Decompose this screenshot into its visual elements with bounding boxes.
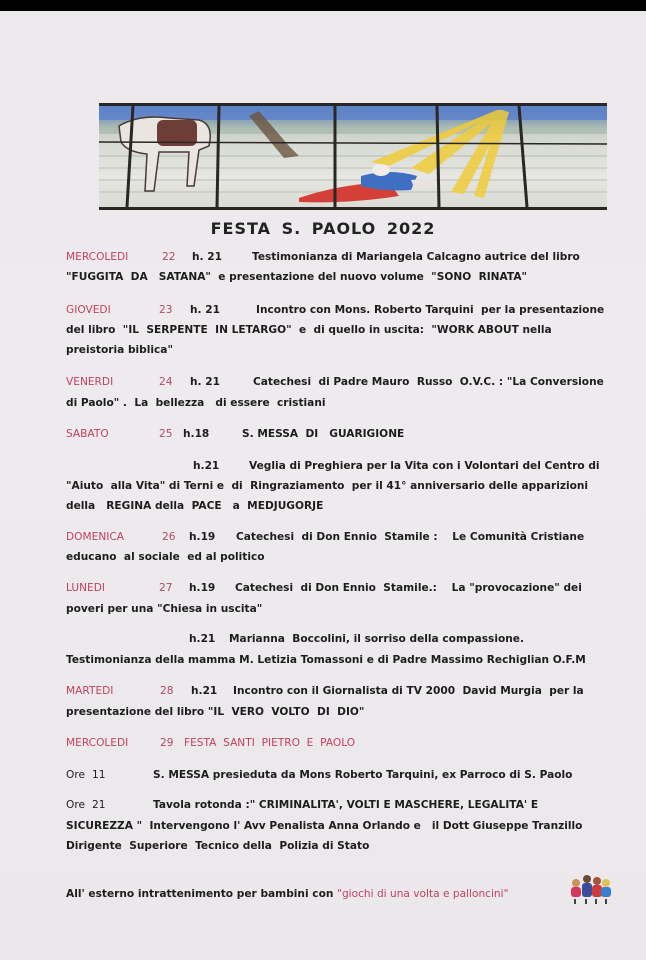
event-line: poveri per una "Chiesa in uscita": [66, 603, 263, 615]
event-date: 24: [159, 376, 173, 388]
event-date: 27: [159, 582, 173, 594]
event-description: Marianna Boccolini, il sorriso della compassione.: [229, 633, 524, 645]
children-group-icon: [566, 873, 614, 907]
event-description: Catechesi di Padre Mauro Russo O.V.C. : "La Conversione: [253, 376, 604, 388]
event-day: VENERDI: [66, 376, 114, 388]
event-description: S. MESSA presieduta da Mons Roberto Tarquini, ex Parroco di S. Paolo: [153, 769, 573, 781]
event-description: Incontro con il Giornalista di TV 2000 David Murgia per la: [233, 685, 584, 697]
event-time: h. 21: [190, 376, 220, 388]
event-time: h. 21: [192, 251, 222, 263]
footer-note: [66, 888, 636, 900]
event-description: Veglia di Preghiera per la Vita con i Volontari del Centro di: [249, 460, 600, 472]
event-date: 23: [159, 304, 173, 316]
event-description: S. MESSA DI GUARIGIONE: [242, 428, 405, 440]
footer-text: All' esterno intrattenimento per bambini con: [66, 888, 338, 900]
event-time: h.19: [189, 582, 216, 594]
event-day: LUNEDI: [66, 582, 106, 594]
event-description: Tavola rotonda :" CRIMINALITA', VOLTI E MASCHERE, LEGALITA' E: [153, 799, 539, 811]
event-day: DOMENICA: [66, 531, 125, 543]
event-description: Catechesi di Don Ennio Stamile : Le Comunità Cristiane: [236, 531, 585, 543]
event-date: 11: [92, 769, 106, 781]
event-day: Ore: [66, 769, 85, 781]
poster-title: FESTA S. PAOLO 2022: [210, 219, 436, 238]
event-day: Ore: [66, 799, 85, 811]
event-line: presentazione del libro "IL VERO VOLTO DI DIO": [66, 706, 365, 718]
event-date: 21: [92, 799, 106, 811]
event-description: FESTA SANTI PIETRO E PAOLO: [184, 737, 356, 749]
event-description: Testimonianza di Mariangela Calcagno autrice del libro: [252, 251, 580, 263]
event-description: Incontro con Mons. Roberto Tarquini per la presentazione: [256, 304, 605, 316]
event-line: "FUGGITA DA SATANA" e presentazione del nuovo volume "SONO RINATA": [66, 271, 528, 283]
event-line: del libro "IL SERPENTE IN LETARGO" e di quello in uscita: "WORK ABOUT nella: [66, 324, 552, 336]
event-line: educano al sociale ed al politico: [66, 551, 265, 563]
event-line: "Aiuto alla Vita" di Terni e di Ringraziamento per il 41° anniversario delle apparizioni: [66, 480, 589, 492]
event-date: 25: [159, 428, 173, 440]
event-date: 26: [162, 531, 176, 543]
event-day: MERCOLEDI: [66, 251, 129, 263]
event-description: Catechesi di Don Ennio Stamile.: La "provocazione" dei: [235, 582, 582, 594]
event-time: h. 21: [190, 304, 220, 316]
event-day: SABATO: [66, 428, 109, 440]
poster-paper: [0, 11, 646, 960]
event-line: Testimonianza della mamma M. Letizia Tomassoni e di Padre Massimo Rechiglian O.F.M: [66, 654, 586, 666]
event-line: della REGINA della PACE a MEDJUGORJE: [66, 500, 324, 512]
event-time: h.19: [189, 531, 216, 543]
event-day: GIOVEDI: [66, 304, 111, 316]
event-line: SICUREZZA " Intervengono l' Avv Penalista Anna Orlando e il Dott Giuseppe Tranzillo: [66, 820, 583, 832]
footer-highlight: "giochi di una volta e palloncini": [337, 888, 509, 900]
event-time: h.21: [189, 633, 216, 645]
event-date: 29: [160, 737, 174, 749]
event-date: 22: [162, 251, 176, 263]
event-time: h.21: [193, 460, 220, 472]
event-time: h.21: [191, 685, 218, 697]
event-time: h.18: [183, 428, 210, 440]
event-line: preistoria biblica": [66, 344, 173, 356]
stained-glass-illustration: [99, 106, 607, 207]
event-date: 28: [160, 685, 174, 697]
event-line: Dirigente Superiore Tecnico della Polizia di Stato: [66, 840, 370, 852]
event-day: MERCOLEDI: [66, 737, 129, 749]
stained-glass-banner: [99, 103, 607, 210]
event-day: MARTEDI: [66, 685, 114, 697]
event-line: di Paolo" . La bellezza di essere cristiani: [66, 397, 326, 409]
